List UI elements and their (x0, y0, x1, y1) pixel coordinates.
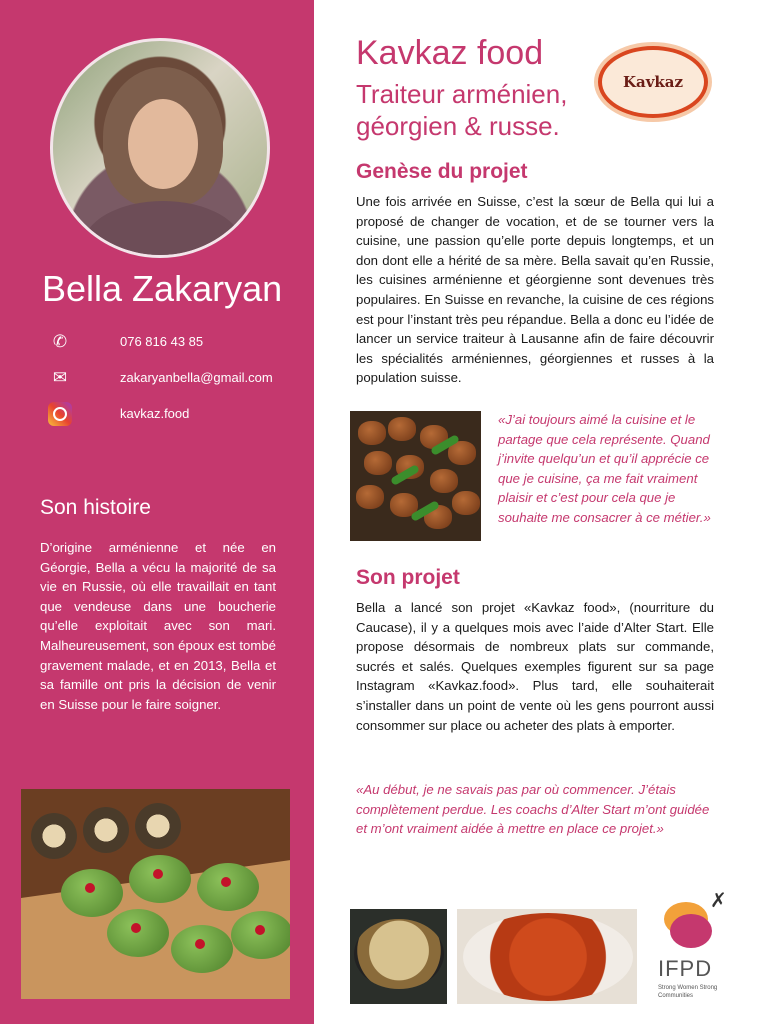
instagram-icon (48, 402, 72, 426)
food-photo-meatballs (350, 411, 481, 541)
page-title: Kavkaz food (356, 34, 544, 72)
phone-number[interactable]: 076 816 43 85 (120, 334, 204, 349)
instagram-handle[interactable]: kavkaz.food (120, 406, 190, 421)
ifpd-tagline: Strong Women Strong Communities (658, 985, 718, 999)
ifpd-logo (656, 888, 746, 1008)
envelope-icon: ✉ (52, 368, 68, 387)
page-subtitle: Traiteur arménien, géorgien & russe. (356, 79, 568, 141)
person-figure-icon: ✗ (710, 890, 727, 912)
kavkaz-logo (598, 46, 708, 118)
genese-heading: Genèse du projet (356, 160, 528, 183)
person-name: Bella Zakaryan (42, 268, 283, 309)
ifpd-label: IFPD (658, 956, 713, 981)
quote-alter-start: «Au début, je ne savais pas par où commencer. J’étais complètement perdue. Les coachs d’Alter Start m’ont guidée et m’ont vraiment aidée à mettre en place ce projet.» (356, 782, 710, 837)
food-photo-pan (350, 909, 447, 1004)
quote-passion: «J’ai toujours aimé la cuisine et le partage que cela représente. Quand j’invite quelqu’un et qu’il apprécie ce que je cuisine, ça me fait vraiment plaisir et c’est pour cela que je souhaite me consacrer à ce métier.» (498, 412, 711, 525)
email-address[interactable]: zakaryanbella@gmail.com (120, 370, 273, 385)
food-photo-stew (457, 909, 637, 1004)
projet-text: Bella a lancé son projet «Kavkaz food», (nourriture du Caucase), il y a quelques mois avec l’aide d’Alter Start. Elle propose désormais de nombreux plats sur commande, sucrés et salés. Quelques exemples figurent sur sa page Instagram «Kavkaz.food». Plus tard, elle souhaiterait s’installer dans un point de vente où les gens pourront aussi consommer sur place ou acheter des plats à emporter. (356, 600, 714, 733)
history-text: D’origine arménienne et née en Géorgie, Bella a vécu la majorité de sa vie en Russie, où elle travaillait en tant que vendeuse dans une boucherie qu’elle exploitait avec son mari. Malheureusement, son époux est tombé gravement malade, et en 2013, Bella et sa famille ont pris la décision de venir en Suisse pour le faire soigner. (40, 540, 276, 712)
food-photo-pkhali (21, 789, 290, 999)
phone-icon: ✆ (52, 332, 68, 351)
portrait-photo (50, 38, 270, 258)
projet-heading: Son projet (356, 566, 460, 589)
genese-text: Une fois arrivée en Suisse, c’est la sœur de Bella qui lui a proposé de changer de vocation, et de se tourner vers la cuisine, une passion qu’elle porte depuis longtemps, et un don dont elle a hérité de sa mère. Bella savait qu’en Russie, les cuisines arménienne et géorgienne sont devenues très populaires. En Suisse en revanche, la cuisine de ces régions est pour l’instant très peu répandue. Bella a donc eu l’idée de lancer un service traiteur à Lausanne afin de faire découvrir les spécialités arméniennes, géorgiennes et russes à la population suisse. (356, 194, 714, 386)
history-heading: Son histoire (40, 496, 151, 519)
sidebar (0, 0, 314, 1024)
logo-text: Kavkaz (622, 73, 684, 91)
